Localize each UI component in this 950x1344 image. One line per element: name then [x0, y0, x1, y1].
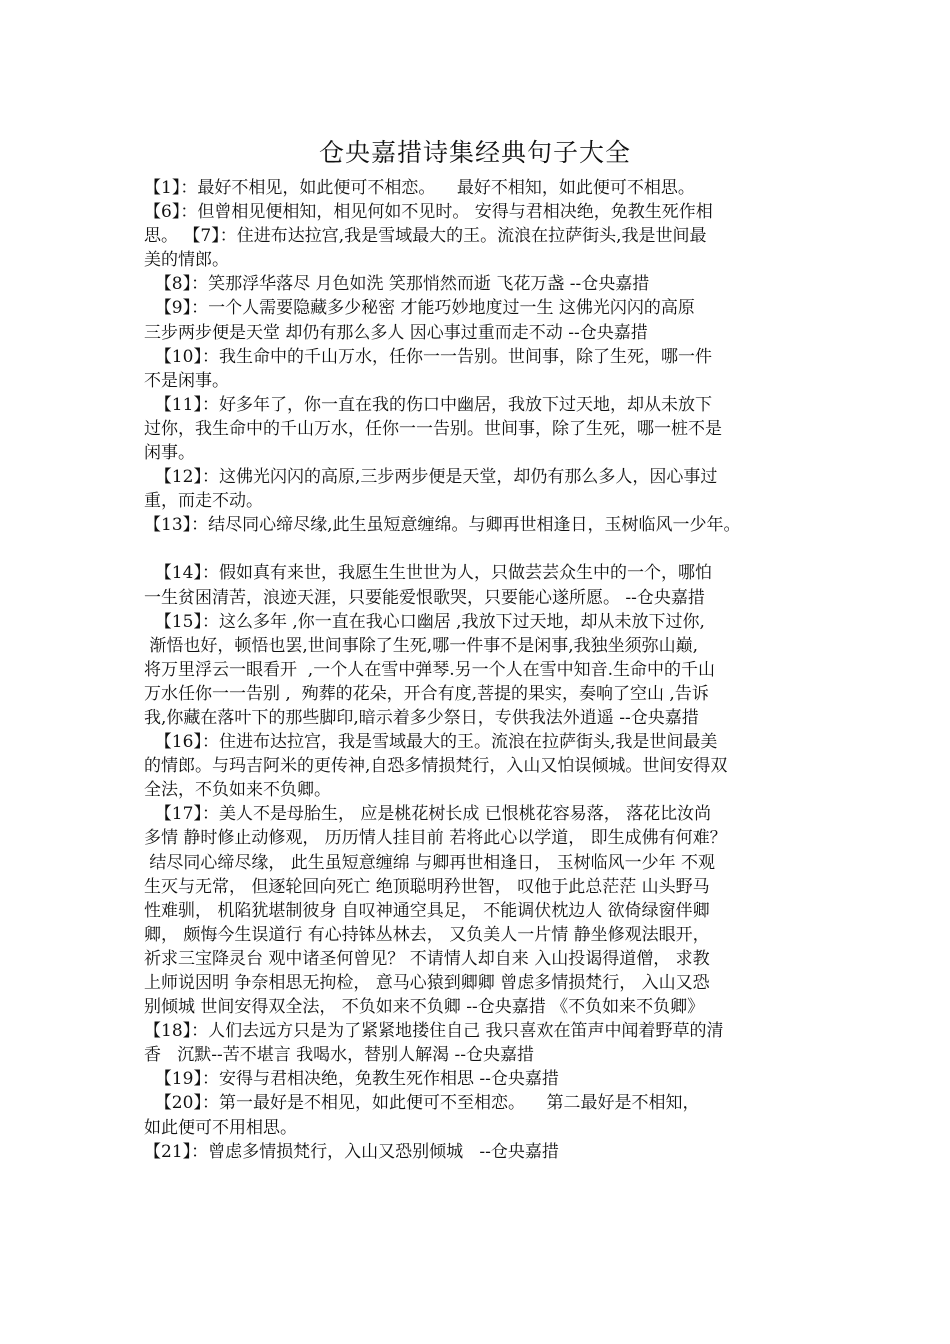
- text-line: 卿， 颇悔今生误道行 有心持钵丛林去， 又负美人一片情 静坐修观法眼开，: [144, 924, 710, 945]
- text-line: 【12】：这佛光闪闪的高原,三步两步便是天堂，却仍有那么多人，因心事过: [144, 467, 718, 488]
- text-line: 的情郎。与玛吉阿米的更传神,自恐多情损梵行，入山又怕误倾城。世间安得双: [144, 756, 728, 777]
- text-line: 万水任你一一告别 , 殉葬的花朵，开合有度,菩提的果实，奏响了空山 ,告诉: [144, 683, 709, 704]
- text-line: 上师说因明 争奈相思无拘检， 意马心猿到卿卿 曾虑多情损梵行， 入山又恐: [144, 973, 710, 993]
- document-body: [144, 176, 824, 1164]
- text-line: 【14】：假如真有来世，我愿生生世世为人，只做芸芸众生中的一个，哪怕: [144, 563, 712, 584]
- text-line: 思。 【7】：住进布达拉宫,我是雪域最大的王。流浪在拉萨街头,我是世间最: [144, 226, 707, 247]
- text-line: 【15】：这么多年 ,你一直在我心口幽居 ,我放下过天地，却从未放下过你,: [144, 611, 705, 632]
- text-line: 重，而走不动。: [144, 491, 263, 512]
- text-line: 【1】：最好不相见，如此便可不相恋。 最好不相知，如此便可不相思。: [144, 178, 695, 198]
- text-line: 【10】：我生命中的千山万水，任你一一告别。世间事，除了生死，哪一件: [144, 346, 712, 367]
- text-line: 【17】：美人不是母胎生， 应是桃花树长成 已恨桃花容易落， 落花比汝尚: [144, 804, 712, 825]
- text-line: 将万里浮云一眼看开 ,一个人在雪中弹琴.另一个人在雪中知音.生命中的千山: [144, 659, 716, 680]
- text-line: 别倾城 世间安得双全法， 不负如来不负卿 --仓央嘉措 《不负如来不负卿》: [144, 997, 705, 1018]
- text-line: 【8】：笑那浮华落尽 月色如洗 笑那悄然而逝 飞花万盏 --仓央嘉措: [144, 274, 650, 295]
- text-line: 多情 静时修止动修观， 历历情人挂目前 若将此心以学道， 即生成佛有何难？: [144, 828, 727, 849]
- text-line: 【18】：人们去远方只是为了紧紧地搂住自己 我只喜欢在笛声中闻着野草的清: [144, 1021, 724, 1042]
- text-line: 【19】：安得与君相决绝，免教生死作相思 --仓央嘉措: [144, 1069, 559, 1090]
- text-line: 结尽同心缔尽缘， 此生虽短意缠绵 与卿再世相逢日， 玉树临风一少年 不观: [144, 852, 716, 873]
- text-line: 【20】：第一最好是不相见，如此便可不至相恋。 第二最好是不相知，: [144, 1093, 700, 1114]
- text-line: 【21】：曾虑多情损梵行，入山又恐别倾城 --仓央嘉措: [144, 1141, 559, 1162]
- text-line: 【11】：好多年了，你一直在我的伤口中幽居，我放下过天地，却从未放下: [144, 394, 712, 415]
- text-line: 祈求三宝降灵台 观中诸圣何曾见？ 不请情人却自来 入山投谒得道僧， 求教: [144, 948, 710, 969]
- text-line: 生灭与无常， 但逐轮回向死亡 绝顶聪明矜世智， 叹他于此总茫茫 山头野马: [144, 876, 710, 897]
- text-line: 如此便可不用相思。: [144, 1117, 297, 1138]
- text-line: 【13】：结尽同心缔尽缘,此生虽短意缠绵。与卿再世相逢日，玉树临风一少年。: [144, 515, 741, 536]
- text-line: 我,你藏在落叶下的那些脚印,暗示着多少祭日，专供我法外逍遥 --仓央嘉措: [144, 707, 699, 728]
- text-line: 全法，不负如来不负卿。: [144, 780, 331, 801]
- text-line: 【6】：但曾相见便相知，相见何如不见时。 安得与君相决绝，免教生死作相: [144, 202, 713, 223]
- text-line: 渐悟也好，顿悟也罢,世间事除了生死,哪一件事不是闲事,我独坐须弥山巅,: [144, 635, 699, 656]
- text-line: [144, 537, 824, 561]
- text-line: 【16】：住进布达拉宫，我是雪域最大的王。流浪在拉萨街头,我是世间最美: [144, 732, 718, 753]
- text-line: 过你，我生命中的千山万水，任你一一告别。世间事，除了生死，哪一桩不是: [144, 418, 722, 439]
- text-line: 不是闲事。: [144, 370, 229, 391]
- document-title: 仓央嘉措诗集经典句子大全: [318, 138, 631, 167]
- text-line: 香 沉默--苦不堪言 我喝水，替别人解渴 --仓央嘉措: [144, 1045, 534, 1066]
- text-line: 闲事。: [144, 443, 195, 464]
- text-line: 一生贫困清苦，浪迹天涯，只要能爱恨歌哭，只要能心遂所愿。 --仓央嘉措: [144, 587, 705, 608]
- text-line: 性难驯， 机陷犹堪制彼身 自叹神通空具足， 不能调伏枕边人 欲倚绿窗伴卿: [144, 900, 710, 921]
- text-line: 【9】：一个人需要隐藏多少秘密 才能巧妙地度过一生 这佛光闪闪的高原: [144, 298, 695, 319]
- text-line: 美的情郎。: [144, 250, 229, 271]
- text-line: 三步两步便是天堂 却仍有那么多人 因心事过重而走不动 --仓央嘉措: [144, 322, 648, 343]
